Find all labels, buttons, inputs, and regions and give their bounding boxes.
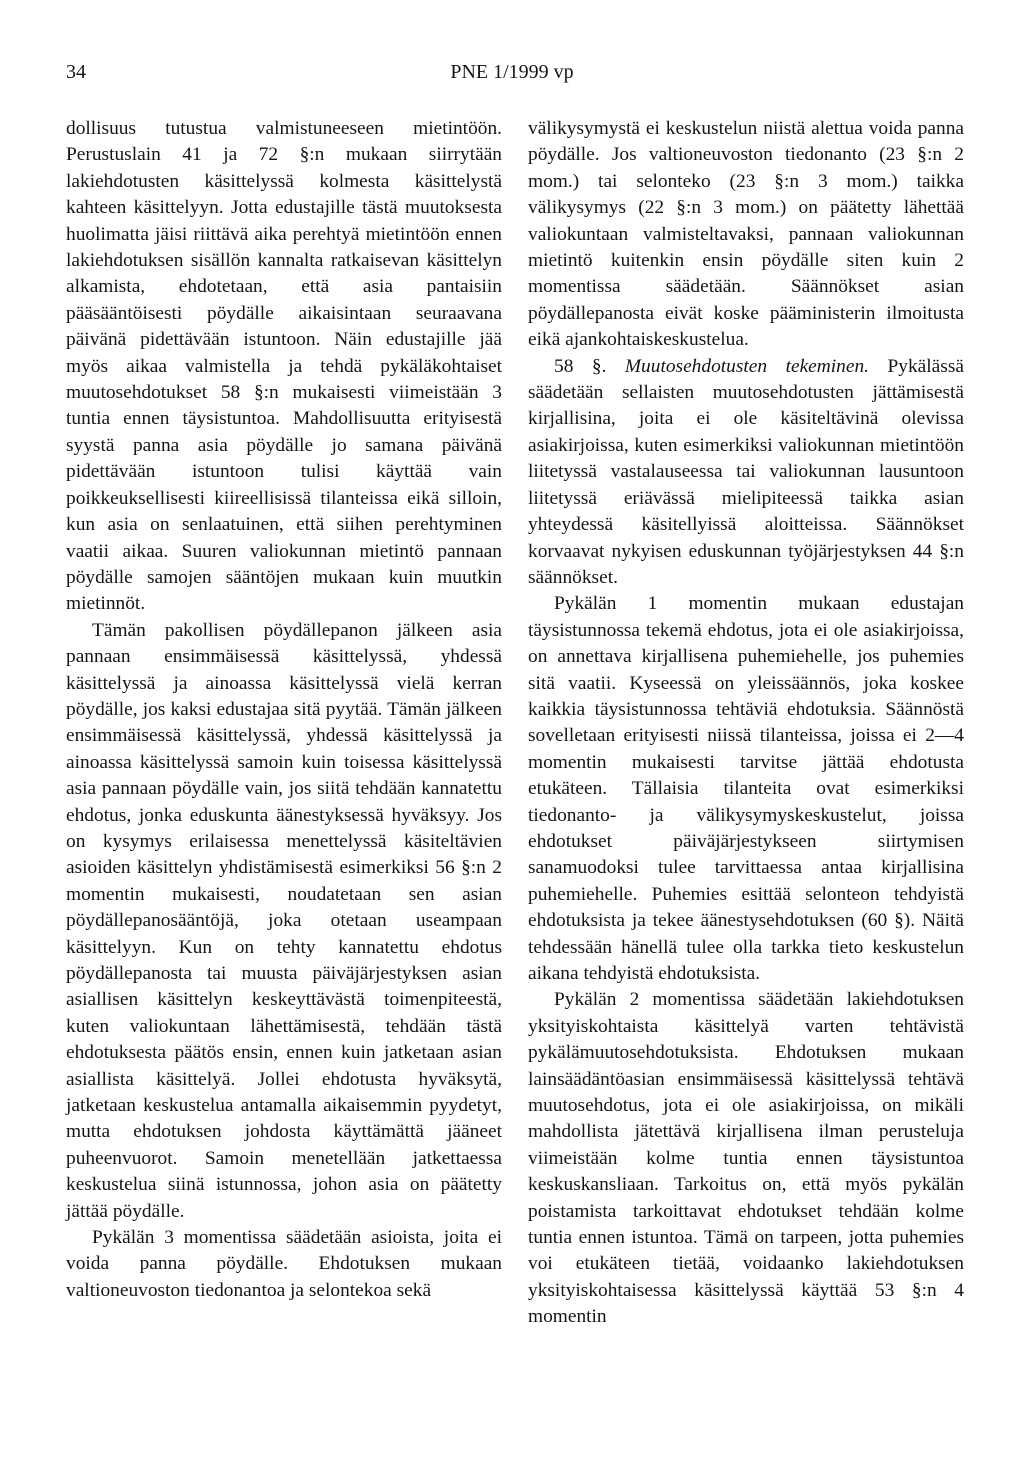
right-column	[528, 116, 964, 1331]
right-paragraph-3: Pykälän 1 momentin mukaan edustajan täysistunnossa tekemä ehdotus, jota ei ole asiakirjoissa, on annettava kirjallisena puhemiehelle, jos puhemies sitä vaatii. Kyseessä on yleissäännös, joka koskee kaikkia täysistunnossa tehtäviä ehdotuksia. Säännöstä sovelletaan erityisesti niissä tilanteissa, joissa ei 2—4 momentin mukaisesti tarvitse jättää ehdotusta etukäteen. Tällaisia tilanteita ovat esimerkiksi tiedonanto- ja välikysymyskeskustelut, joissa ehdotukset päiväjärjestykseen siirtymisen sanamuodoksi tulee tarvittaessa antaa kirjallisina puhemiehelle. Puhemies esittää selonteon tehdyistä ehdotuksista ja tekee äänestysehdotuksen (60 §). Näitä tehdessään hänellä tulee olla tarkka tieto keskustelun aikana tehdyistä ehdotuksista.	[528, 593, 964, 984]
page-number: 34	[66, 61, 86, 83]
left-paragraph-2: Tämän pakollisen pöydällepanon jälkeen asia pannaan ensimmäisessä käsittelyssä, yhdessä käsittelyssä ja ainoassa käsittelyssä vielä kerran pöydälle, jos kaksi edustajaa sitä pyytää. Tämän jälkeen ensimmäisessä käsittelyssä, yhdessä käsittelyssä ja ainoassa käsittelyssä samoin kuin toisessa käsittelyssä asia pannaan pöydälle vain, jos siitä tehdään kannatettu ehdotus, jonka eduskunta äänestyksessä hyväksyy. Jos on kysymys erilaisessa menettelyssä käsiteltävien asioiden käsittelyn yhdistämisestä esimerkiksi 56 §:n 2 momentin mukaisesti, noudatetaan sen asian pöydällepanosääntöjä, joka otetaan useampaan käsittelyyn. Kun on tehty kannatettu ehdotus pöydällepanosta tai muusta päiväjärjestyksen asian asiallisen käsittelyn keskeyttävästä toimenpiteestä, kuten valiokuntaan lähettämisestä, tehdään tästä ehdotuksesta päätös ensin, ennen kuin jatketaan asian asiallista käsittelyä. Jollei ehdotusta hyväksytä, jatketaan keskustelua antamalla aikaisemmin pyydetyt, mutta ehdotuksen johdosta käyttämättä jääneet puheenvuorot. Samoin menetellään jatkettaessa keskustelua siinä istunnossa, johon asia on päätetty jättää pöydälle.	[66, 619, 502, 1222]
left-paragraph-3: Pykälän 3 momentissa säädetään asioista, joita ei voida panna pöydälle. Ehdotuksen mukaan valtioneuvoston tiedonantoa ja selontekoa sekä	[66, 1227, 502, 1301]
right-paragraph-4: Pykälän 2 momentissa säädetään lakiehdotuksen yksityiskohtaista käsittelyä varten tehtävistä pykälämuutosehdotuksista. Ehdotuksen mukaan lainsäädäntöasian ensimmäisessä käsittelyssä tehtävä muutosehdotus, jota ei ole asiakirjoissa, on mikäli mahdollista jätettävä kirjallisena ilman perusteluja viimeistään kolme tuntia ennen täysistuntoa keskuskansliaan. Tarkoitus on, että myös pykälän poistamista tarkoittavat ehdotukset tehdään kolme tuntia ennen istuntoa. Tämä on tarpeen, jotta puhemies voi etukäteen tietää, voidaanko lakiehdotuksen yksityiskohtaisessa käsittelyssä käyttää 53 §:n 4 momentin	[528, 989, 964, 1328]
section-title: Muutosehdotusten tekeminen.	[624, 355, 870, 377]
left-paragraph-1: dollisuus tutustua valmistuneeseen mietintöön. Perustuslain 41 ja 72 §:n mukaan siirrytään lakiehdotusten käsittelyssä kolmesta käsittelystä kahteen käsittelyyn. Jotta edustajille tästä muutoksesta huolimatta jäisi riittävä aika perehtyä mietintöön ennen lakiehdotuksen sisällön kannalta ratkaisevan käsittelyn alkamista, ehdotetaan, että asia pantaisiin pääsääntöisesti pöydälle aikaisintaan seuraavana päivänä pidettävään istuntoon. Näin edustajille jää myös aikaa valmistella ja tehdä pykäläkohtaiset muutosehdotukset 58 §:n mukaisesti viimeistään 3 tuntia ennen täysistuntoa. Mahdollisuutta erityisestä syystä panna asia pöydälle jo samana päivänä pidettävään istuntoon tulisi käyttää vain poikkeuksellisesti kiireellisissä tilanteissa eikä silloin, kun asia on senlaatuinen, että siihen perehtyminen vaatii aikaa. Suuren valiokunnan mietintö pannaan pöydälle samojen sääntöjen mukaan kuin muutkin mietinnöt.	[66, 118, 502, 615]
section-body: Pykälässä säädetään sellaisten muutosehdotusten jättämisestä kirjallisina, joita ei ole käsiteltävinä olevissa asiakirjoissa, kuten esimerkiksi valiokunnan mietintöön liitetyssä vastalauseessa tai valiokunnan lausuntoon liitetyssä eriävässä mielipiteessä taikka asian yhteydessä käsitellyissä aloitteissa. Säännökset korvaavat nykyisen eduskunnan työjärjestyksen 44 §:n säännökset.	[528, 355, 964, 588]
page-header	[0, 60, 1024, 90]
right-paragraph-1: välikysymystä ei keskustelun niistä alettua voida panna pöydälle. Jos valtioneuvoston tiedonanto (23 §:n 2 mom.) tai selonteko (23 §:n 3 mom.) taikka välikysymys (22 §:n 3 mom.) on päätetty lähettää valiokuntaan valmisteltavaksi, pannaan valiokunnan mietintö kuitenkin ensin pöydälle siten kuin 2 momentissa säädetään. Säännökset asian pöydällepanosta eivät koske pääministerin ilmoitusta eikä ajankohtaiskeskustelua.	[528, 118, 964, 351]
right-paragraph-2	[528, 354, 964, 592]
section-number: 58 §.	[554, 355, 607, 377]
document-title: PNE 1/1999 vp	[450, 61, 574, 83]
left-column	[66, 116, 502, 1304]
